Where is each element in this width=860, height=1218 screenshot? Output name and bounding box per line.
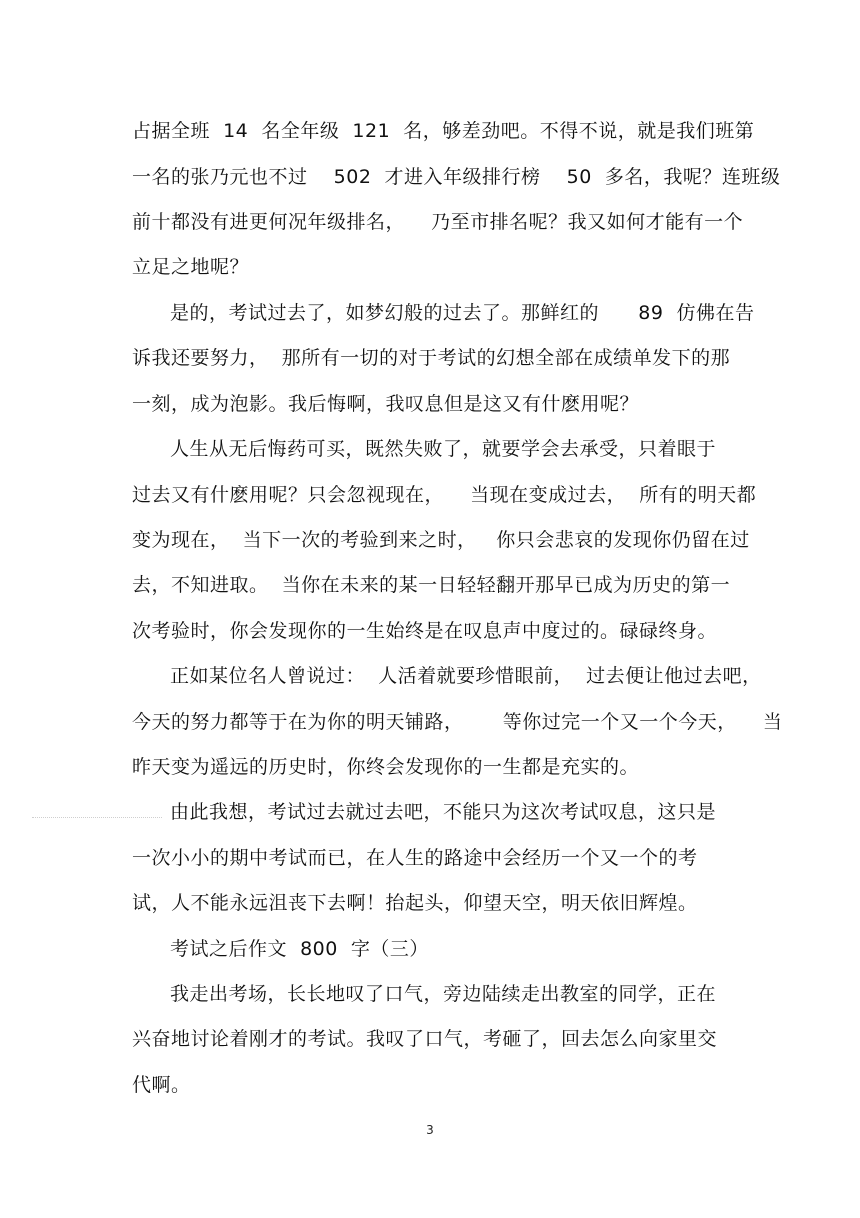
text-line-14: 今天的努力都等于在为你的明天铺路， 等你过完一个又一个今天， 当 [132, 711, 783, 733]
text-line-7: 一刻，成为泡影。我后悔啊，我叹息但是这又有什麽用呢？ [132, 393, 640, 415]
text-line-3: 前十都没有进更何况年级排名， 乃至市排名呢？我又如何才能有一个 [132, 211, 744, 233]
text-line-21: 兴奋地讨论着刚才的考试。我叹了口气，考砸了，回去怎么向家里交 [132, 1028, 718, 1050]
text-line-13: 正如某位名人曾说过： 人活着就要珍惜眼前， 过去便让他过去吧， [170, 665, 762, 687]
text-line-4: 立足之地呢？ [132, 256, 250, 278]
text-line-22: 代啊。 [132, 1074, 191, 1096]
page-number: 3 [426, 1123, 434, 1137]
text-line-18: 试，人不能永远沮丧下去啊！抬起头，仰望天空，明天依旧辉煌。 [132, 892, 698, 914]
text-line-5: 是的，考试过去了，如梦幻般的过去了。那鲜红的 89 仿佛在告 [170, 302, 755, 324]
text-line-12: 次考验时，你会发现你的一生始终是在叹息声中度过的。碌碌终身。 [132, 620, 718, 642]
text-line-1: 占据全班 14 名全年级 121 名，够差劲吧。不得不说，就是我们班第 [132, 120, 755, 142]
section-heading: 考试之后作文 800 字（三） [170, 938, 429, 960]
text-line-8: 人生从无后悔药可买，既然失败了，就要学会去承受，只着眼于 [170, 438, 717, 460]
text-line-17: 一次小小的期中考试而已，在人生的路途中会经历一个又一个的考 [132, 847, 698, 869]
text-line-6: 诉我还要努力， 那所有一切的对于考试的幻想全部在成绩单发下的那 [132, 347, 731, 369]
text-line-11: 去，不知进取。 当你在未来的某一日轻轻翻开那早已成为历史的第一 [132, 574, 731, 596]
dotted-guide [32, 817, 162, 818]
text-line-15: 昨天变为遥远的历史时，你终会发现你的一生都是充实的。 [132, 756, 640, 778]
text-line-10: 变为现在， 当下一次的考验到来之时， 你只会悲哀的发现你仍留在过 [132, 529, 750, 551]
text-line-20: 我走出考场，长长地叹了口气，旁边陆续走出教室的同学，正在 [170, 983, 717, 1005]
text-line-16: 由此我想，考试过去就过去吧，不能只为这次考试叹息，这只是 [170, 801, 717, 823]
text-line-9: 过去又有什麽用呢？只会忽视现在， 当现在变成过去， 所有的明天都 [132, 484, 757, 506]
text-line-2: 一名的张乃元也不过 502 才进入年级排行榜 50 多名，我呢？连班级 [132, 166, 781, 188]
